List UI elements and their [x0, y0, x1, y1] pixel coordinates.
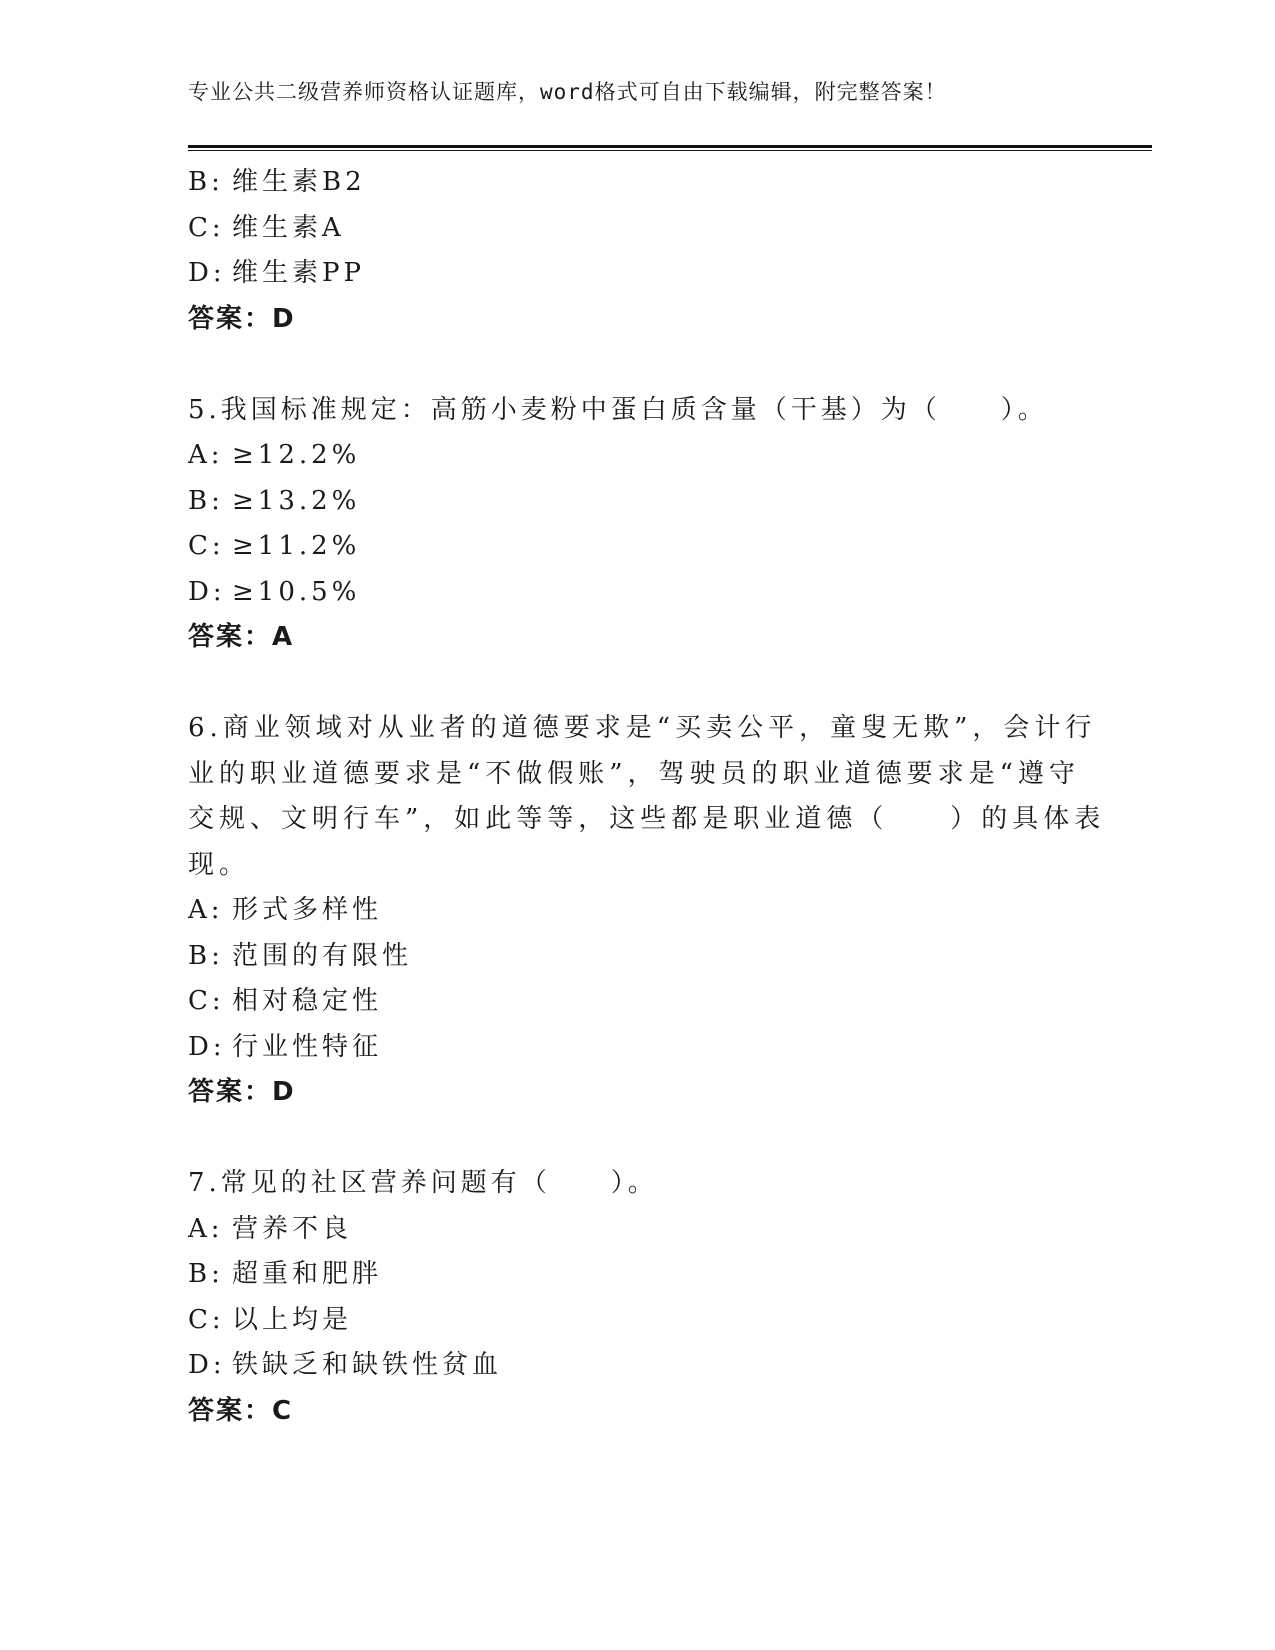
option-d	[188, 1343, 1068, 1389]
option-text: ≥10.5%	[232, 576, 361, 607]
option-label: D:	[188, 576, 226, 607]
spacer	[188, 342, 1068, 388]
option-text: 维生素PP	[232, 258, 365, 288]
option-text: 行业性特征	[232, 1031, 383, 1062]
option-b	[188, 1252, 1068, 1298]
option-b	[188, 160, 1068, 206]
option-text: 相对稳定性	[232, 986, 383, 1016]
option-text: 形式多样性	[232, 895, 383, 925]
answer-line: 答案：D	[188, 1077, 296, 1107]
option-label: D:	[188, 258, 226, 288]
option-c	[188, 206, 1068, 252]
stem-line: 交规、文明行车”，如此等等，这些都是职业道德（ ）的具体表	[188, 804, 1106, 834]
option-text: ≥11.2%	[232, 531, 361, 561]
question-4-tail	[188, 160, 1068, 342]
option-text: 营养不良	[232, 1213, 353, 1244]
option-text: 以上均是	[232, 1304, 353, 1335]
spacer	[188, 1116, 1068, 1162]
option-text: ≥13.2%	[232, 485, 361, 516]
option-a	[188, 888, 1068, 934]
option-label: B:	[188, 485, 224, 516]
option-label: A:	[188, 440, 224, 470]
option-text: 维生素B2	[232, 167, 366, 197]
option-d	[188, 1025, 1068, 1071]
option-d	[188, 570, 1068, 616]
question-stem: 7.常见的社区营养问题有（ ）。	[188, 1168, 658, 1198]
option-label: B:	[188, 167, 224, 197]
question-7	[188, 1161, 1068, 1434]
stem-line: 6.商业领域对从业者的道德要求是“买卖公平，童叟无欺”，会计行	[188, 713, 1097, 743]
option-label: B:	[188, 940, 224, 971]
option-label: C:	[188, 1304, 225, 1335]
option-label: C:	[188, 531, 225, 561]
option-label: A:	[188, 1213, 224, 1244]
option-b	[188, 934, 1068, 980]
question-5	[188, 388, 1068, 661]
option-c	[188, 979, 1068, 1025]
question-stem: 5.我国标准规定：高筋小麦粉中蛋白质含量（干基）为（ ）。	[188, 394, 1048, 425]
answer-line: 答案：A	[188, 622, 295, 652]
spacer	[188, 661, 1068, 707]
question-6	[188, 706, 1106, 1116]
option-a	[188, 1207, 1068, 1253]
stem-line: 现。	[188, 849, 251, 880]
option-label: D:	[188, 1031, 226, 1062]
option-c	[188, 524, 1068, 570]
option-text: 范围的有限性	[232, 940, 413, 971]
answer-line: 答案：C	[188, 1395, 294, 1426]
question-content	[188, 160, 1106, 1434]
option-b	[188, 479, 1068, 525]
option-label: A:	[188, 895, 224, 925]
option-label: D:	[188, 1350, 226, 1380]
option-c	[188, 1298, 1068, 1344]
page-header: 专业公共二级营养师资格认证题库，word格式可自由下载编辑，附完整答案！	[188, 80, 947, 104]
answer-line: 答案：D	[188, 303, 296, 334]
option-label: C:	[188, 986, 225, 1016]
option-a	[188, 433, 1068, 479]
option-text: 铁缺乏和缺铁性贫血	[232, 1350, 503, 1380]
option-text: 超重和肥胖	[232, 1259, 383, 1289]
option-d	[188, 251, 1068, 297]
option-label: C:	[188, 212, 225, 243]
header-divider	[188, 145, 1152, 151]
option-text: ≥12.2%	[232, 440, 361, 470]
option-text: 维生素A	[232, 212, 345, 243]
stem-line: 业的职业道德要求是“不做假账”，驾驶员的职业道德要求是“遵守	[188, 758, 1080, 789]
question-stem	[188, 706, 1106, 888]
option-label: B:	[188, 1259, 224, 1289]
